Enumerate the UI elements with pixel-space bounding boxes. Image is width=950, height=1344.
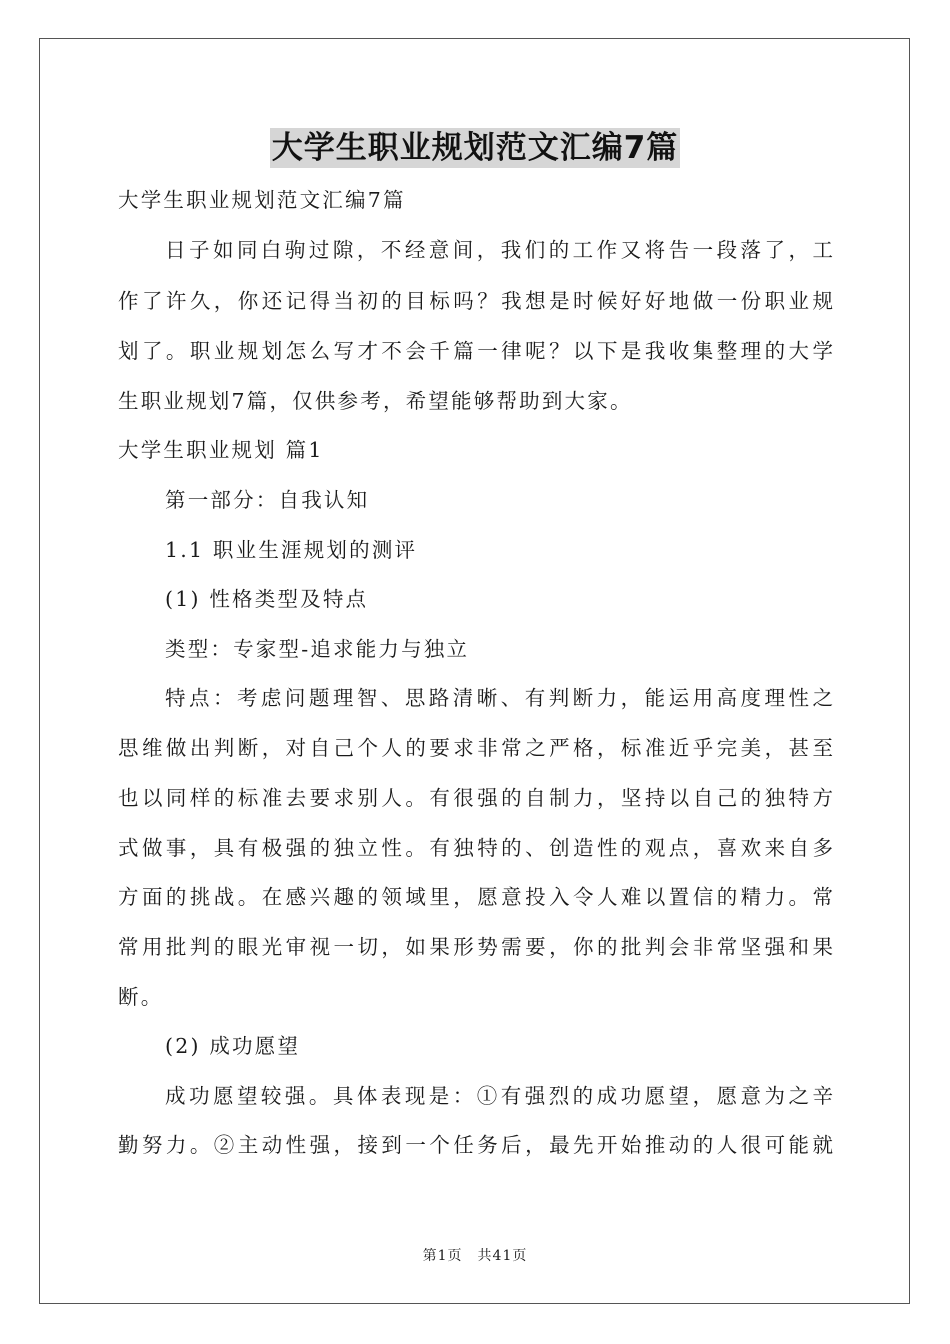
item-heading: (1) 性格类型及特点 xyxy=(165,587,369,611)
paragraph-line: 成功愿望较强。具体表现是：①有强烈的成功愿望，愿意为之辛 xyxy=(165,1084,833,1108)
subtitle: 大学生职业规划范文汇编7篇 xyxy=(118,188,406,212)
page-border xyxy=(39,38,910,1304)
paragraph-line: 勤努力。②主动性强，接到一个任务后，最先开始推动的人很可能就 xyxy=(118,1133,833,1157)
paragraph-line: 日子如同白驹过隙，不经意间，我们的工作又将告一段落了，工 xyxy=(165,238,833,262)
title-container xyxy=(0,128,950,168)
paragraph-line: 思维做出判断，对自己个人的要求非常之严格，标准近乎完美，甚至 xyxy=(118,736,833,760)
paragraph-line: 生职业规划7篇，仅供参考，希望能够帮助到大家。 xyxy=(118,389,633,413)
item-heading: (2) 成功愿望 xyxy=(165,1034,301,1058)
part-heading: 第一部分：自我认知 xyxy=(165,488,370,512)
paragraph-line: 断。 xyxy=(118,985,164,1009)
paragraph-line: 方面的挑战。在感兴趣的领域里，愿意投入令人难以置信的精力。常 xyxy=(118,885,833,909)
page-footer: 第1页 共41页 xyxy=(422,1248,528,1264)
paragraph-line: 常用批判的眼光审视一切，如果形势需要，你的批判会非常坚强和果 xyxy=(118,935,833,959)
document-title: 大学生职业规划范文汇编7篇 xyxy=(271,130,679,166)
type-line: 类型：专家型-追求能力与独立 xyxy=(165,637,470,661)
section-heading: 大学生职业规划 篇1 xyxy=(118,438,324,462)
subsection-heading: 1.1 职业生涯规划的测评 xyxy=(165,538,418,562)
paragraph-line: 式做事，具有极强的独立性。有独特的、创造性的观点，喜欢来自多 xyxy=(118,836,833,860)
paragraph-line: 特点：考虑问题理智、思路清晰、有判断力，能运用高度理性之 xyxy=(165,686,833,710)
paragraph-line: 划了。职业规划怎么写才不会千篇一律呢？以下是我收集整理的大学 xyxy=(118,339,833,363)
paragraph-line: 也以同样的标准去要求别人。有很强的自制力，坚持以自己的独特方 xyxy=(118,786,833,810)
paragraph-line: 作了许久，你还记得当初的目标吗？我想是时候好好地做一份职业规 xyxy=(118,289,833,313)
